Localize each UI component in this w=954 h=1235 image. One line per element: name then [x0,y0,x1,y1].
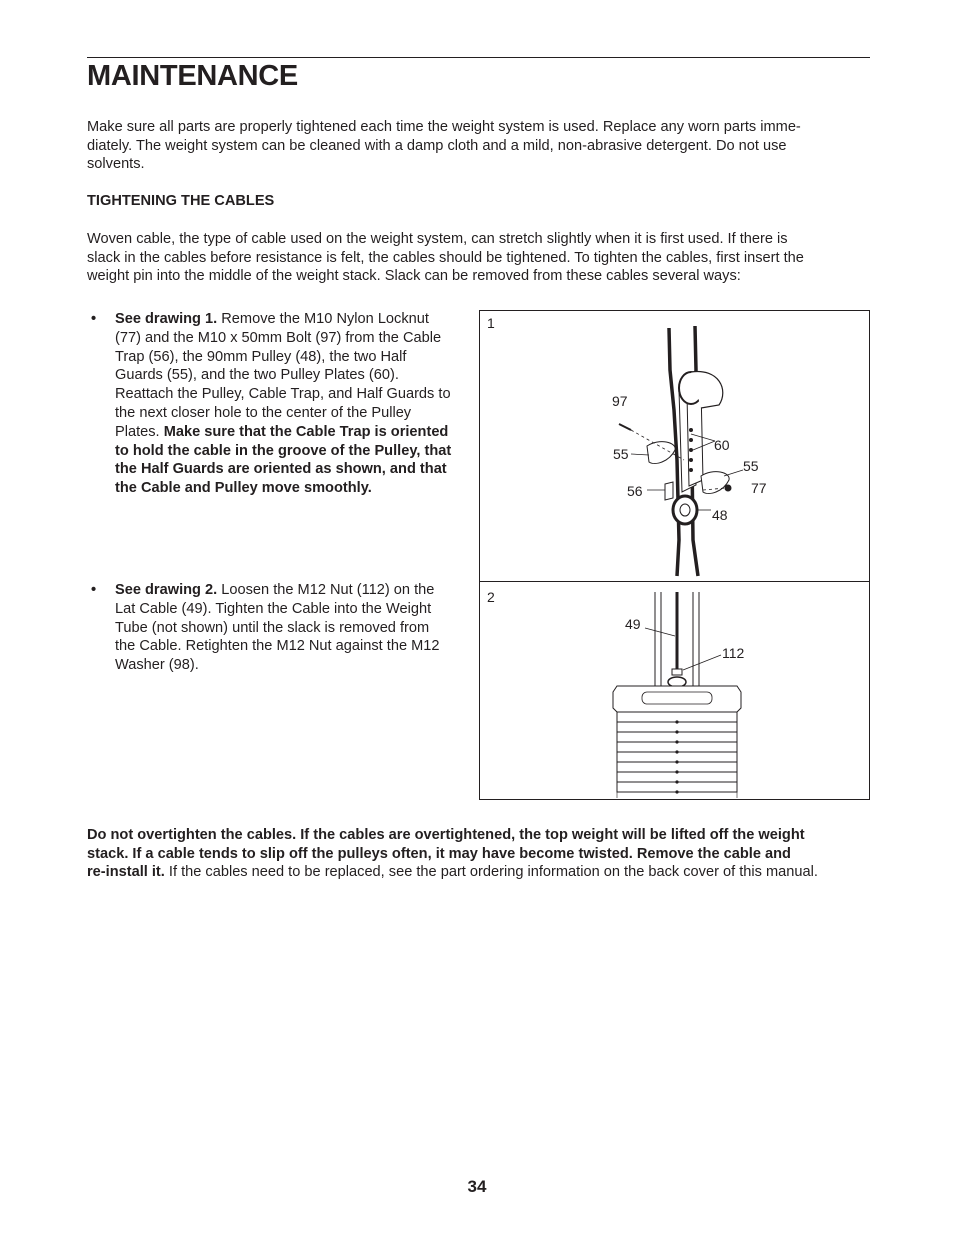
bullet-marker-2: • [91,582,97,598]
intro-paragraph [87,118,870,174]
callout-49: 49 [625,616,641,632]
plate-hole [690,429,693,432]
drawing-2-number: 2 [487,589,495,605]
pin-hole [675,760,678,763]
pin-hole [675,740,678,743]
bolt-97 [619,424,631,430]
cables-line-2: slack in the cables before resistance is felt, the cables should be tightened. To tighten the cables, first insert the [87,249,804,266]
bullet1-emphasis: Make sure that the Cable Trap is oriented to hold the cable in the groove of the Pulley, that the Half Guards are oriented as shown, and that the Cable and Pulley move smoothly. [115,423,452,497]
bullet-drawing-2 [115,581,443,675]
plate-hole [690,459,693,462]
callout-55-left: 55 [613,446,629,462]
bullet-marker-1: • [91,311,97,327]
pin-hole [675,770,678,773]
cables-line-1: Woven cable, the type of cable used on the weight system, can stretch slightly when it is first used. If there is [87,231,788,247]
bullet1-text: Remove the M10 Nylon Locknut (77) and the M10 x 50mm Bolt (97) from the Cable Trap (56), the 90mm Pulley (48), the two Half Guards (55), and the two Pulley Plates (60). Reattach the Pulley, Cable Trap, and Half Guards to the next closer hole to the center of the Pulley Plates. [115,311,451,440]
weight-plates [617,712,737,798]
top-weight-recess [642,692,712,704]
leader-112 [683,655,721,670]
nut-112 [672,669,682,675]
bullet2-text: Loosen the M12 Nut (112) on the Lat Cable (49). Tighten the Cable into the Weight Tube (not shown) until the slack is removed from the Cable. Retighten the M12 Nut against the M12 Washer (98). [115,582,440,674]
plate-hole [690,469,693,472]
warning-bold-3: re-install it. [87,864,165,881]
page-title: MAINTENANCE [87,60,298,92]
callout-60: 60 [714,437,730,453]
cable-trap [665,482,673,500]
intro-line-1: Make sure all parts are properly tightened each time the weight system is used. Replace any worn parts imme- [87,119,801,135]
pin-hole [675,790,678,793]
pin-hole [675,720,678,723]
lower-pulley [673,496,697,524]
plate-hole [690,449,693,452]
intro-line-2: diately. The weight system can be cleaned with a damp cloth and a mild, non-abrasive detergent. Do not use [87,137,787,154]
drawings-figure [479,310,870,800]
leader-49 [645,628,675,636]
warning-bold-2: stack. If a cable tends to slip off the pulleys often, it may have become twisted. Remove the cable and [87,845,791,862]
pin-hole [675,730,678,733]
cables-line-3: weight pin into the middle of the weight stack. Slack can be removed from these cables several ways: [87,268,741,285]
leader-55-left [631,454,649,455]
half-guard-right [701,472,729,494]
bullet2-lead: See drawing 2. [115,582,218,598]
callout-56: 56 [627,483,643,499]
warning-line-1 [87,826,870,845]
callout-112: 112 [722,645,745,661]
page-number: 34 [467,1177,487,1196]
callout-55-right: 55 [743,458,759,474]
leader-55-right [724,470,743,476]
callout-97: 97 [612,393,628,409]
warning-line-2 [87,845,870,864]
pin-hole [675,780,678,783]
callout-77: 77 [751,480,767,496]
warning-paragraph [87,826,870,882]
drawing-1-number: 1 [487,315,495,331]
section-heading: TIGHTENING THE CABLES [87,193,275,209]
half-guard-left [647,442,675,464]
pin-hole [675,750,678,753]
intro-line-3: solvents. [87,156,145,173]
nut-77 [725,485,731,491]
warning-line-3 [87,863,870,882]
plate-hole [690,439,693,442]
bullet1-lead: See drawing 1. [115,311,218,327]
cables-paragraph [87,230,870,286]
warning-bold-1: Do not overtighten the cables. If the cables are overtightened, the top weight will be lifted off the weight [87,827,805,843]
warning-normal: If the cables need to be replaced, see the part ordering information on the back cover of this manual. [164,864,818,881]
bullet-drawing-1 [115,310,455,498]
callout-48: 48 [712,507,728,523]
